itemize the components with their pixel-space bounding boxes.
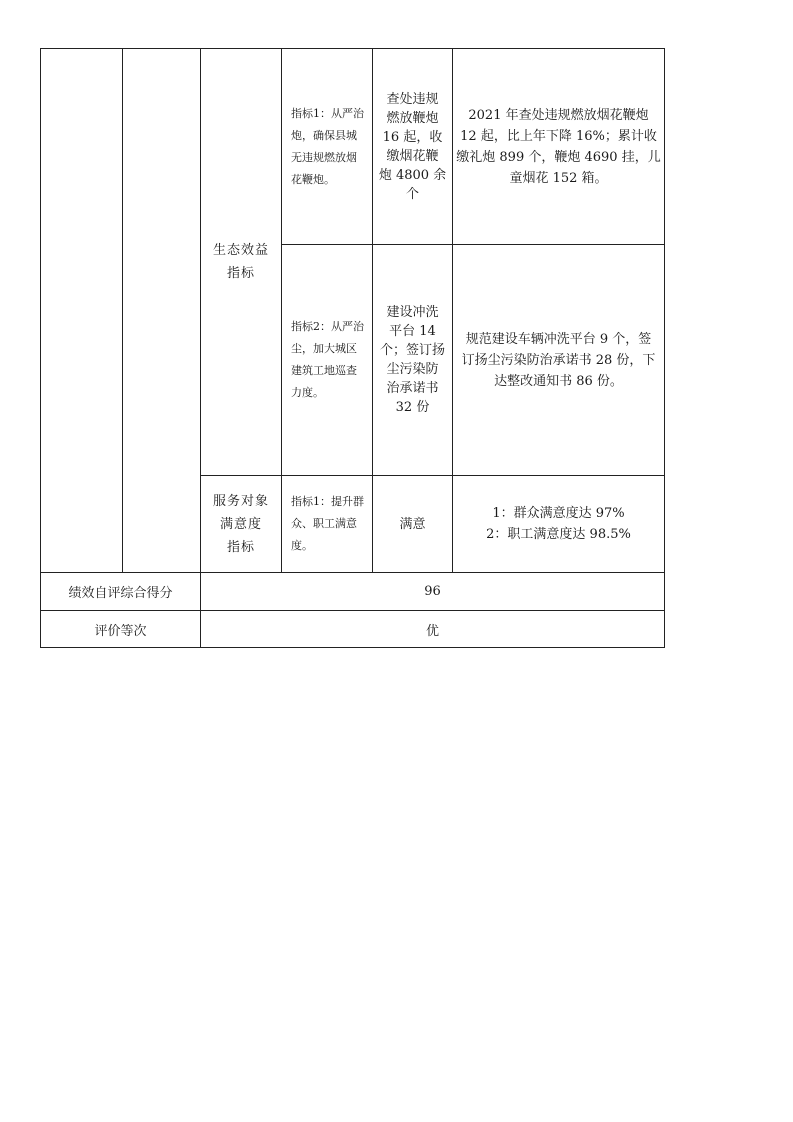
grade-value: 优 bbox=[425, 623, 439, 639]
score-value: 96 bbox=[424, 584, 441, 599]
actual-cell: 1：群众满意度达 97% 2：职工满意度达 98.5% bbox=[486, 506, 631, 542]
actual-cell: 规范建设车辆冲洗平台 9 个，签 订扬尘污染防治承诺书 28 份，下 达整改通知书 86 份。 bbox=[461, 331, 656, 389]
score-label: 绩效自评综合得分 bbox=[68, 586, 173, 601]
indicator-cell: 指标2：从严治 尘，加大城区 建筑工地巡查 力度。 bbox=[291, 320, 364, 399]
actual-cell: 2021 年查处违规燃放烟花鞭炮 12 起，比上年下降 16%；累计收 缴礼炮 899 个，鞭炮 4690 挂，儿 童烟花 152 箱。 bbox=[456, 107, 661, 186]
category-ecological: 生态效益 指标 bbox=[212, 243, 269, 281]
target-cell: 查处违规 燃放鞭炮 16 起，收 缴烟花鞭 炮 4800 余 个 bbox=[378, 91, 447, 202]
indicator-cell: 指标1：从严治 炮，确保县城 无违规燃放烟 花鞭炮。 bbox=[291, 106, 364, 186]
indicator-cell: 指标1：提升群 众、职工满意 度。 bbox=[291, 495, 364, 552]
grade-label: 评价等次 bbox=[94, 623, 147, 639]
category-service-satisfaction: 服务对象 满意度 指标 bbox=[212, 493, 269, 555]
target-cell: 满意 bbox=[399, 516, 426, 532]
target-cell: 建设冲洗 平台 14 个；签订扬 尘污染防 治承诺书 32 份 bbox=[379, 305, 445, 415]
